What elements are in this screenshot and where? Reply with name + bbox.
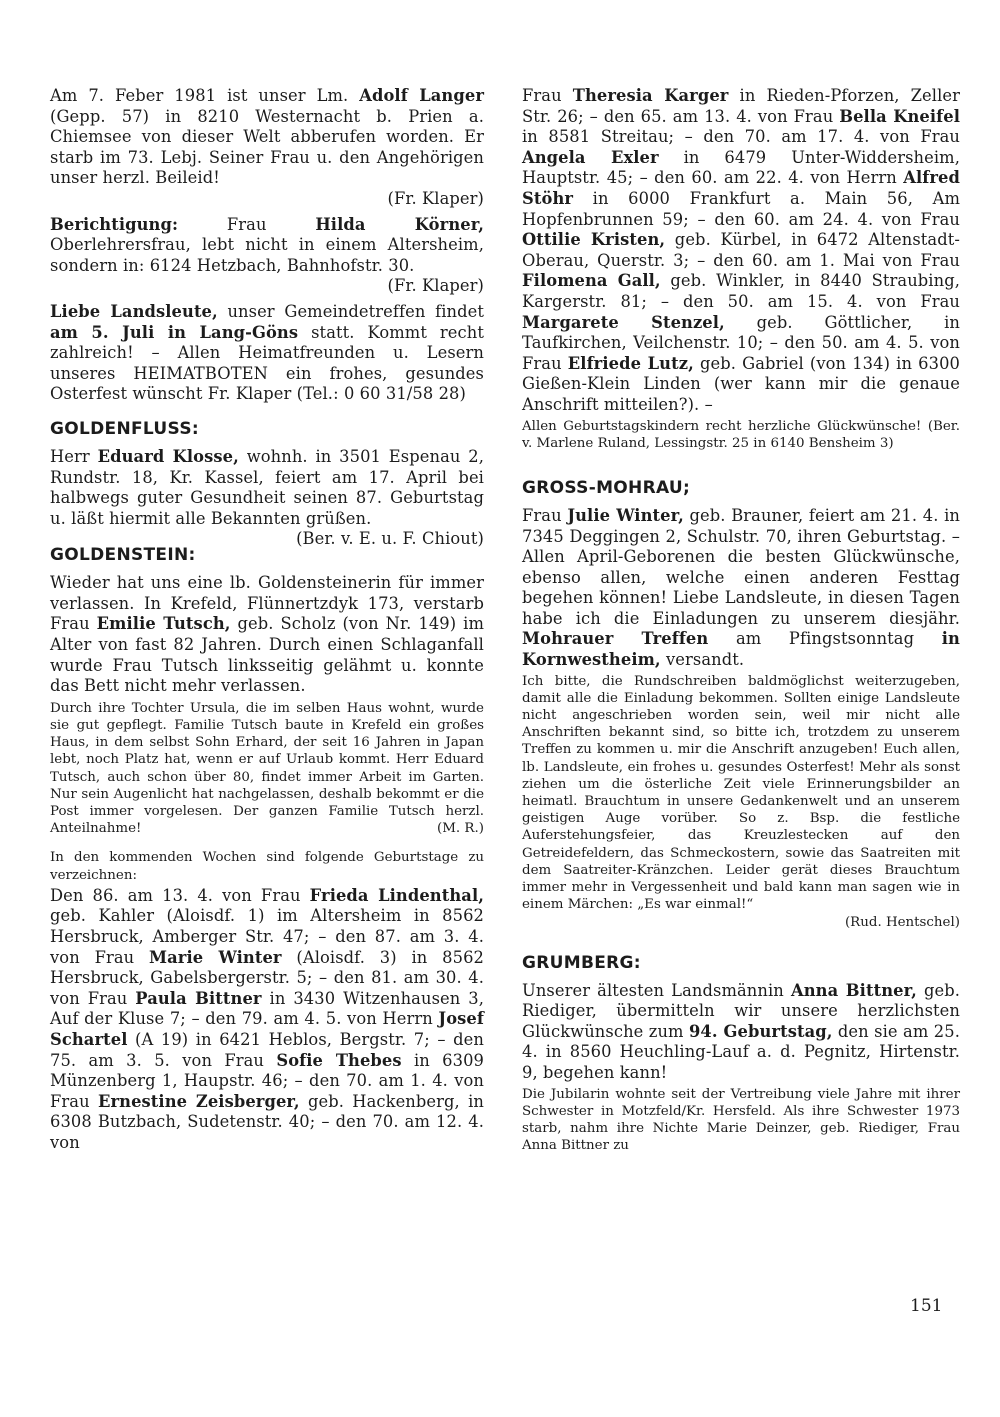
correction-notice: Berichtigung: Frau Hilda Körner, Oberlehrersfrau, lebt nicht in einem Altersheim, sondern in: 6124 Hetzbach, Bahnhofstr. 30. <box>50 214 484 275</box>
left-column <box>50 86 484 1154</box>
family-tutsch-paragraph: Durch ihre Tochter Ursula, die im selben Haus wohnt, wurde sie gut gepflegt. Familie Tutsch baute in Krefeld ein großes Haus, in dem selbst Sohn Erhard, der seit 16 Jahren in Japan lebt, noch Platz hat, wenn er auf Urlaub kommt. Herr Eduard Tutsch, auch schon über 80, findet immer Arbeit im Garten. Nur sein Augenlicht hat nachgelassen, deshalb bekommt er die Post immer vorgelesen. Der ganzen Familie Tutsch herzl. Anteilnahme! (M. R.) <box>50 700 484 837</box>
author-signature: (Fr. Klaper) <box>387 276 484 296</box>
page-number: 151 <box>910 1296 943 1316</box>
section-heading-goldenfluss: GOLDENFLUSS: <box>50 418 199 439</box>
birthdays-list: Den 86. am 13. 4. von Frau Frieda Lindenthal, geb. Kahler (Aloisdf. 1) im Altersheim in 8562 Hersbruck, Amberger Str. 47; – den 87. am 3. 4. von Frau Marie Winter (Aloisdf. 3) in 8562 Hersbruck, Gabelsbergerstr. 5; – den 81. am 30. 4. von Frau Paula Bittner in 3430 Witzenhausen 3, Auf der Kluse 7; – den 79. am 4. 5. von Herrn Josef Schartel (A 19) in 6421 Heblos, Bergstr. 7; – den 75. am 3. 5. von Frau Sofie Thebes in 6309 Münzenberg 1, Haupstr. 46; – den 70. am 1. 4. von Frau Ernestine Zeisberger, geb. Hackenberg, in 6308 Butzbach, Sudetenstr. 40; – den 70. am 12. 4. von <box>50 885 485 1152</box>
birthday-greetings: Allen Geburtstagskindern recht herzliche Glückwünsche! (Ber. v. Marlene Ruland, Lessingstr. 25 in 6140 Bensheim 3) <box>522 418 960 451</box>
section-heading-goldenstein: GOLDENSTEIN: <box>50 545 196 566</box>
author-signature: (Fr. Klaper) <box>387 188 484 208</box>
death-notice-tutsch: Wieder hat uns eine lb. Goldensteinerin für immer verlassen. In Krefeld, Flünnertzdyk 173, verstarb Frau Emilie Tutsch, geb. Scholz (von Nr. 149) im Alter von fast 82 Jahren. Durch einen Schlaganfall wurde Frau Tutsch linksseitig gelähmt u. konnte das Bett nicht mehr verlassen. <box>50 573 485 696</box>
death-notice-langer: Am 7. Feber 1981 ist unser Lm. Adolf Langer (Gepp. 57) in 8210 Westernacht b. Prien a. Chiemsee von dieser Welt abberufen worden. Er starb im 73. Lebj. Seiner Frau u. den Angehörigen unser herzl. Beileid! <box>50 86 484 188</box>
birthdays-list-continued: Frau Theresia Karger in Rieden-Pforzen, Zeller Str. 26; – den 65. am 13. 4. von Frau Bella Kneifel in 8581 Streitau; – den 70. am 17. 4. von Frau Angela Exler in 6479 Unter-Widdersheim, Hauptstr. 45; – den 60. am 22. 4. von Herrn Alfred Stöhr in 6000 Frankfurt a. Main 56, Am Hopfenbrunnen 59; – den 60. am 24. 4. von Frau Ottilie Kristen, geb. Kürbel, in 6472 Altenstadt-Oberau, Querstr. 3; – den 60. am 1. Mai von Frau Filomena Gall, geb. Winkler, in 8440 Straubing, Kargerstr. 81; – den 50. am 15. 4. von Frau Margarete Stenzel, geb. Göttlicher, in Taufkirchen, Veilchenstr. 10; – den 50. am 4. 5. von Frau Elfriede Lutz, geb. Gabriel (von 134) in 6300 Gießen-Klein Linden (wer kann mir die genaue Anschrift mitteilen?). – <box>522 86 961 414</box>
section-heading-gross-mohrau: GROSS-MOHRAU; <box>522 477 691 498</box>
easter-customs-paragraph: Ich bitte, die Rundschreiben baldmöglichst weiterzugeben, damit alle die Einladung bekommen. Sollten einige Landsleute nicht angeschrieben worden sein, weil mir nicht alle Anschriften bekannt sind, so bitte ich, trotzdem zu unserem Treffen zu kommen u. mir die Anschrift anzugeben! Euch allen, lb. Landsleute, ein frohes u. gesundes Osterfest! Mehr als sonst ziehen um die österliche Zeit viele Erinnerungsbilder an heimatl. Brauchtum in unsere Gedankenwelt und an unserem geistigen Auge vorüber. So z. Bsp. die festliche Auferstehungsfeier, das Kreuzlestecken auf den Getreidefeldern, das Schmeckostern, sowie das Saatreiten mit dem Saatreiter-Kränzchen. Leider gerät dieses Brauchtum immer mehr in Vergessenheit und bald kann man sagen wie in einem Märchen: „Es war einmal!“ <box>522 673 960 913</box>
birthday-notice-winter: Frau Julie Winter, geb. Brauner, feiert am 21. 4. in 7345 Deggingen 2, Schulstr. 70, ihren Geburtstag. – Allen April-Geborenen die besten Glückwünsche, ebenso allen, welche einen anderen Festtag begehen können! Liebe Landsleute, in diesen Tagen habe ich die Einladungen zu unserem diesjähr. Mohrauer Treffen am Pfingstsonntag in Kornwestheim, versandt. <box>522 505 960 670</box>
birthday-notice-bittner: Unserer ältesten Landsmännin Anna Bittner, geb. Riediger, übermitteln wir unsere herzlichsten Glückwünsche zum 94. Geburtstag, den sie am 25. 4. in 8560 Heuchling-Lauf a. d. Pegnitz, Hirtenstr. 9, begehen kann! <box>522 980 960 1083</box>
birthdays-intro: In den kommenden Wochen sind folgende Geburtstage zu verzeichnen: <box>50 850 484 883</box>
right-column <box>522 86 960 1154</box>
author-signature: (Rud. Hentschel) <box>844 914 960 930</box>
meeting-announcement: Liebe Landsleute, unser Gemeindetreffen findet am 5. Juli in Lang-Göns statt. Kommt recht zahlreich! – Allen Heimatfreunden u. Lesern unseres HEIMATBOTEN ein frohes, gesundes Osterfest wünscht Fr. Klaper (Tel.: 0 60 31/58 28) <box>50 301 484 404</box>
section-heading-grumberg: GRUMBERG: <box>522 952 641 973</box>
jubilarin-paragraph: Die Jubilarin wohnte seit der Vertreibung viele Jahre mit ihrer Schwester in Motzfeld/Kr. Hersfeld. Als ihre Schwester 1973 starb, nahm ihre Nichte Marie Deinzer, geb. Riediger, Frau Anna Bittner zu <box>522 1086 960 1154</box>
birthday-notice-klosse: Herr Eduard Klosse, wohnh. in 3501 Espenau 2, Rundstr. 18, Kr. Kassel, feiert am 17. April bei halbwegs guter Gesundheit seinen 87. Geburtstag u. läßt hiermit alle Bekannten grüßen. (Ber. v. E. u. F. Chiout) <box>50 446 485 549</box>
